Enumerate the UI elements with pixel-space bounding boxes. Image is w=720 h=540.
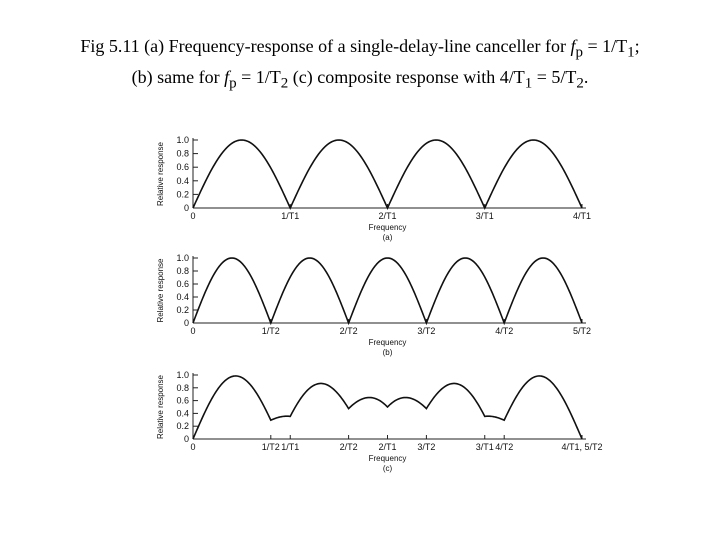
- y-tick-label: 1.0: [176, 135, 189, 145]
- x-axis-label: Frequency: [368, 338, 407, 347]
- x-tick-label: 0: [190, 211, 196, 221]
- y-tick-label: 0.6: [176, 395, 189, 406]
- x-tick-label: 2/T1: [378, 211, 397, 221]
- caption-line-1: Fig 5.11 (a) Frequency-response of a single-delay-line canceller for $f_p = 1/T_1$;: [80, 36, 640, 61]
- x-tick-label: 4/T2: [495, 326, 514, 336]
- y-tick-label: 0.6: [176, 279, 189, 289]
- y-tick-label: 0: [183, 318, 189, 328]
- chart-panel-c: [156, 370, 603, 473]
- y-tick-label: 1.0: [176, 370, 189, 380]
- chart-panel-b: [156, 253, 591, 357]
- y-tick-label: 0: [183, 203, 189, 213]
- x-tick-label: 4/T1: [572, 211, 592, 221]
- x-tick-label: 1/T1: [281, 211, 300, 221]
- x-tick-label: 0: [190, 326, 196, 336]
- x-tick-label: 3/T2: [417, 326, 436, 336]
- response-curve-a: [193, 140, 582, 208]
- x-tick-label: 5/T2: [572, 326, 592, 336]
- panel-sublabel: (c): [382, 464, 393, 473]
- x-tick-label: 4/T2: [495, 442, 514, 452]
- y-tick-label: 0.2: [176, 305, 189, 315]
- y-tick-label: 0.2: [176, 189, 189, 200]
- x-tick-label: 4/T1, 5/T2: [561, 442, 603, 452]
- y-tick-label: 0.4: [176, 292, 189, 302]
- x-tick-label: 2/T1: [378, 442, 397, 452]
- chart-panel-a: [156, 135, 591, 242]
- x-tick-label: 3/T1: [475, 211, 494, 221]
- panel-sublabel: (b): [382, 348, 393, 357]
- y-tick-label: 0.8: [176, 148, 189, 159]
- y-tick-label: 0.8: [176, 266, 189, 276]
- y-tick-label: 1.0: [176, 253, 189, 263]
- y-axis-label: Relative response: [156, 374, 165, 440]
- panel-sublabel: (a): [382, 233, 393, 242]
- y-tick-label: 0: [183, 434, 189, 444]
- x-tick-label: 2/T2: [339, 442, 358, 452]
- caption-line-2: (b) same for $f_p = 1/T_2$ (c) composite response with $4/T_1 = 5/T_2$.: [131, 66, 589, 92]
- x-tick-label: 3/T2: [417, 442, 436, 452]
- response-curve-b: [193, 258, 582, 323]
- x-tick-label: 1/T2: [261, 326, 280, 336]
- x-axis-label: Frequency: [368, 223, 407, 232]
- y-tick-label: 0.4: [176, 175, 189, 186]
- y-tick-label: 0.4: [176, 408, 189, 419]
- y-tick-label: 0.6: [176, 162, 189, 173]
- y-tick-label: 0.2: [176, 421, 189, 432]
- y-axis-label: Relative response: [156, 141, 165, 207]
- response-curve-c: [193, 376, 582, 439]
- x-tick-label: 3/T1: [475, 442, 494, 452]
- y-axis-label: Relative response: [156, 258, 165, 323]
- x-tick-label: 2/T2: [339, 326, 358, 336]
- x-tick-label: 1/T1: [281, 442, 300, 452]
- x-tick-label: 0: [190, 442, 196, 452]
- x-axis-label: Frequency: [368, 454, 407, 463]
- x-tick-label: 1/T2: [261, 442, 280, 452]
- y-tick-label: 0.8: [176, 382, 189, 393]
